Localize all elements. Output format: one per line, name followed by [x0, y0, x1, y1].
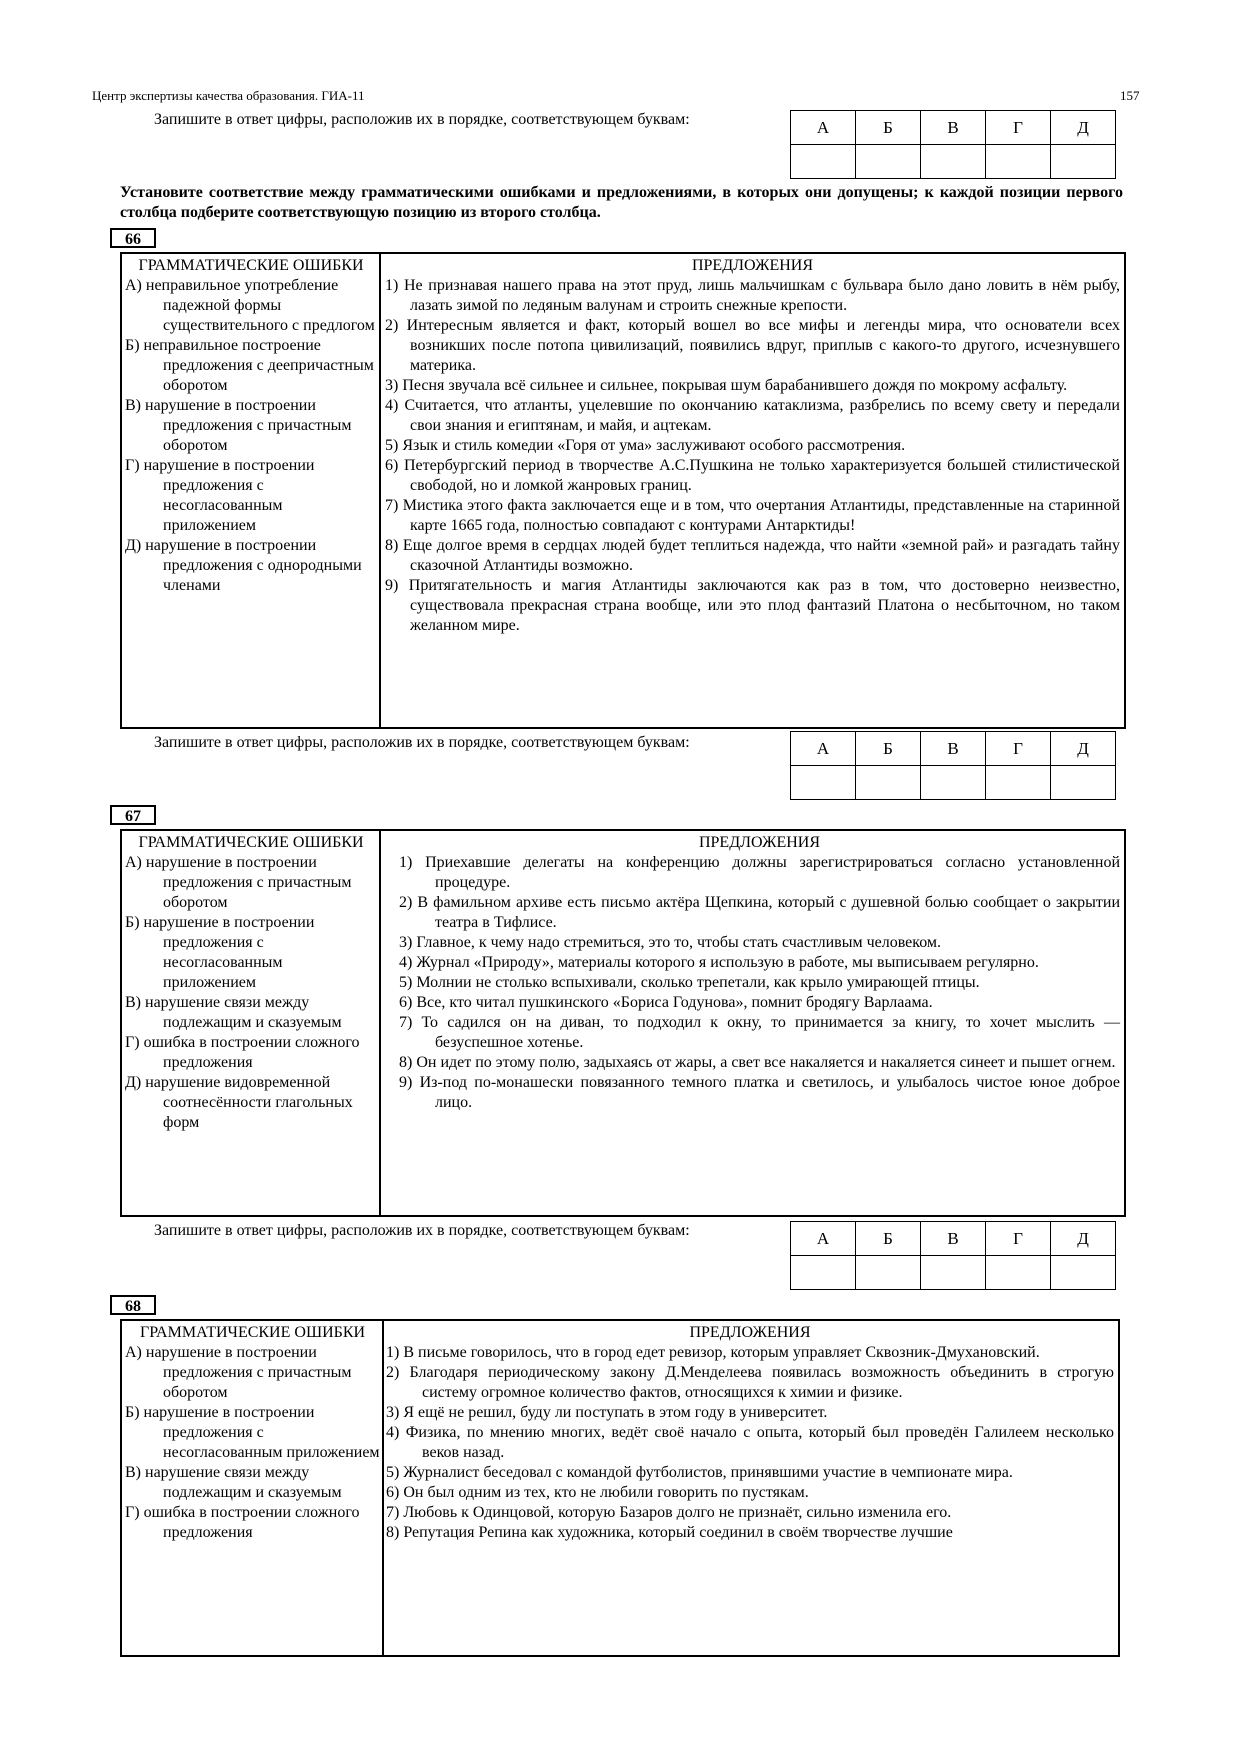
- answer-letter: В: [921, 732, 986, 766]
- answer-cell[interactable]: [986, 1256, 1051, 1290]
- sentence-item: 7) Мистика этого факта заключается еще и в том, что очертания Атлантиды, представленные на старинной карте 1665 года, полностью совпадают с контурами Антарктиды!: [385, 497, 1120, 534]
- sentence-item: 8) Еще долгое время в сердцах людей будет теплиться надежда, что найти «земной рай» и разгадать тайну сказочной Атлантиды возможно.: [385, 537, 1120, 574]
- column-header: ГРАММАТИЧЕСКИЕ ОШИБКИ: [138, 257, 364, 274]
- answer-letter: А: [791, 111, 856, 145]
- answer-cell[interactable]: [856, 766, 921, 800]
- sentence-item: 3) Главное, к чему надо стремиться, это то, чтобы стать счастливым человеком.: [399, 934, 942, 951]
- sentence-item: 4) Журнал «Природу», материалы которого я использую в работе, мы выписываем регулярно.: [399, 954, 1039, 971]
- sentence-item: 5) Молнии не столько вспыхивали, сколько трепетали, как крыло умирающей птицы.: [399, 974, 980, 991]
- answer-cell[interactable]: [791, 766, 856, 800]
- error-item: Д) нарушение видовременной соотнесённости глагольных форм: [125, 1074, 353, 1131]
- answer-grid: [790, 1221, 1116, 1290]
- answer-cell[interactable]: [856, 1256, 921, 1290]
- sentence-item: 5) Язык и стиль комедии «Горя от ума» заслуживают особого рассмотрения.: [385, 437, 906, 454]
- error-item: В) нарушение связи между подлежащим и сказуемым: [125, 994, 342, 1031]
- sentence-item: 5) Журналист беседовал с командой футболистов, принявшими участие в чемпионате мира.: [386, 1464, 1013, 1481]
- errors-column: [122, 1321, 384, 1655]
- task-number: 68: [110, 1295, 156, 1315]
- error-item: В) нарушение связи между подлежащим и сказуемым: [125, 1464, 342, 1501]
- errors-column: [122, 831, 381, 1215]
- sentence-item: 1) Не признавая нашего права на этот пруд, лишь мальчишкам с бульвара было дано ловить в нём рыбу, лазать зимой по ледяным валунам и строить снежные крепости.: [385, 277, 1120, 314]
- answer-cell[interactable]: [1051, 1256, 1116, 1290]
- column-header: ПРЕДЛОЖЕНИЯ: [691, 257, 814, 274]
- task-instruction: Установите соответствие между грамматическими ошибками и предложениями, в которых они допущены; к каждой позиции первого столбца подберите соответствующую позицию из второго столбца.: [120, 184, 1123, 221]
- sentences-column: [381, 254, 1124, 727]
- answer-letter: Г: [986, 1222, 1051, 1256]
- error-item: Б) неправильное построение предложения с деепричастным оборотом: [125, 337, 374, 394]
- answer-prompt: Запишите в ответ цифры, расположив их в порядке, соответствующем буквам:: [154, 111, 690, 128]
- answer-letter: Б: [856, 732, 921, 766]
- error-item: В) нарушение в построении предложения с причастным оборотом: [125, 397, 352, 454]
- sentence-item: 1) Приехавшие делегаты на конференцию должны зарегистрироваться согласно установленной процедуре.: [399, 854, 1120, 891]
- answer-cell[interactable]: [921, 1256, 986, 1290]
- answer-letter: В: [921, 111, 986, 145]
- sentence-item: 3) Песня звучала всё сильнее и сильнее, покрывая шум барабанившего дождя по мокрому асфальту.: [385, 377, 1068, 394]
- error-item: А) нарушение в построении предложения с причастным оборотом: [125, 854, 352, 911]
- sentence-item: 9) Из-под по-монашески повязанного темного платка и светилось, и улыбалось чистое юное доброе лицо.: [399, 1074, 1120, 1111]
- answer-cell[interactable]: [1051, 145, 1116, 179]
- answer-letter: Д: [1051, 111, 1116, 145]
- answer-cell[interactable]: [986, 145, 1051, 179]
- sentence-item: 4) Считается, что атланты, уцелевшие по окончанию катаклизма, разбрелись по всему свету и передали свои знания и египтянам, и майя, и ацтекам.: [385, 397, 1120, 434]
- error-item: Г) ошибка в построении сложного предложения: [125, 1504, 360, 1541]
- error-item: Г) ошибка в построении сложного предложения: [125, 1034, 360, 1071]
- answer-grid: [790, 731, 1116, 800]
- sentence-item: 8) Репутация Репина как художника, который соединил в своём творчестве лучшие: [386, 1524, 953, 1541]
- answer-letter: Д: [1051, 732, 1116, 766]
- answer-cell[interactable]: [921, 766, 986, 800]
- answer-letter: В: [921, 1222, 986, 1256]
- sentence-item: 6) Петербургский период в творчестве А.С.Пушкина не только характеризуется большей стилистической свободой, но и ломкой жанровых границ.: [385, 457, 1120, 494]
- sentence-item: 6) Все, кто читал пушкинского «Бориса Годунова», помнит бродягу Варлаама.: [399, 994, 933, 1011]
- column-header: ГРАММАТИЧЕСКИЕ ОШИБКИ: [138, 834, 364, 851]
- answer-letter: А: [791, 1222, 856, 1256]
- column-header: ГРАММАТИЧЕСКИЕ ОШИБКИ: [139, 1324, 366, 1341]
- column-header: ПРЕДЛОЖЕНИЯ: [698, 834, 821, 851]
- running-header: Центр экспертизы качества образования. ГИА-11: [92, 88, 365, 103]
- answer-letter: Г: [986, 732, 1051, 766]
- sentence-item: 2) Интересным является и факт, который вошел во все мифы и легенды мира, что основатели всех возникших после потопа цивилизаций, появились вдруг, приплыв с какого-то другого, исчезнувшего материка.: [385, 317, 1120, 374]
- error-item: А) неправильное употребление падежной формы существительного с предлогом: [125, 277, 375, 334]
- sentence-item: 1) В письме говорилось, что в город едет ревизор, которым управляет Сквозник-Дмухановский.: [386, 1344, 1040, 1361]
- sentence-item: 4) Физика, по мнению многих, ведёт своё начало с опыта, который был проведён Галилеем несколько веков назад.: [386, 1424, 1114, 1461]
- page-number: 157: [1120, 88, 1140, 103]
- error-item: Д) нарушение в построении предложения с однородными членами: [125, 537, 362, 594]
- answer-letter: Б: [856, 111, 921, 145]
- task-table-66: [120, 252, 1126, 729]
- task-table-68: [120, 1319, 1120, 1657]
- answer-cell[interactable]: [791, 145, 856, 179]
- answer-cell[interactable]: [856, 145, 921, 179]
- errors-column: [122, 254, 381, 727]
- task-number: 67: [110, 805, 156, 825]
- column-header: ПРЕДЛОЖЕНИЯ: [689, 1324, 811, 1341]
- answer-cell[interactable]: [921, 145, 986, 179]
- task-number: 66: [110, 228, 156, 248]
- sentence-item: 2) Благодаря периодическому закону Д.Менделеева появилась возможность объединить в строгую систему огромное количество фактов, относящихся к химии и физике.: [386, 1364, 1114, 1401]
- answer-cell[interactable]: [791, 1256, 856, 1290]
- sentence-item: 7) Любовь к Одинцовой, которую Базаров долго не признаёт, сильно изменила его.: [386, 1504, 952, 1521]
- error-item: Б) нарушение в построении предложения с несогласованным приложением: [125, 914, 315, 991]
- sentence-item: 2) В фамильном архиве есть письмо актёра Щепкина, который с душевной болью сообщает о закрытии театра в Тифлисе.: [399, 894, 1120, 931]
- sentences-column: [384, 1321, 1118, 1655]
- answer-prompt: Запишите в ответ цифры, расположив их в порядке, соответствующем буквам:: [154, 734, 690, 751]
- answer-letter: Д: [1051, 1222, 1116, 1256]
- error-item: Г) нарушение в построении предложения с несогласованным приложением: [125, 457, 315, 534]
- answer-letter: Б: [856, 1222, 921, 1256]
- answer-letter: Г: [986, 111, 1051, 145]
- sentence-item: 3) Я ещё не решил, буду ли поступать в этом году в университет.: [386, 1404, 828, 1421]
- sentences-column: [381, 831, 1124, 1215]
- answer-letter: А: [791, 732, 856, 766]
- answer-cell[interactable]: [1051, 766, 1116, 800]
- sentence-item: 8) Он идет по этому полю, задыхаясь от жары, а свет все накаляется и накаляется синеет и пышет огнем.: [399, 1054, 1116, 1071]
- sentence-item: 7) То садился он на диван, то подходил к окну, то принимается за книгу, то хочет мыслить — безуспешное хотенье.: [399, 1014, 1120, 1051]
- sentence-item: 6) Он был одним из тех, кто не любили говорить по пустякам.: [386, 1484, 809, 1501]
- answer-prompt: Запишите в ответ цифры, расположив их в порядке, соответствующем буквам:: [154, 1222, 690, 1239]
- error-item: А) нарушение в построении предложения с причастным оборотом: [125, 1344, 352, 1401]
- sentence-item: 9) Притягательность и магия Атлантиды заключаются как раз в том, что достоверно неизвестно, существовала прекрасная страна вообще, или это плод фантазий Платона о несбыточном, но таком желанном мире.: [385, 577, 1120, 634]
- task-table-67: [120, 829, 1126, 1217]
- answer-cell[interactable]: [986, 766, 1051, 800]
- answer-grid: [790, 110, 1116, 179]
- error-item: Б) нарушение в построении предложения с несогласованным приложением: [125, 1404, 380, 1461]
